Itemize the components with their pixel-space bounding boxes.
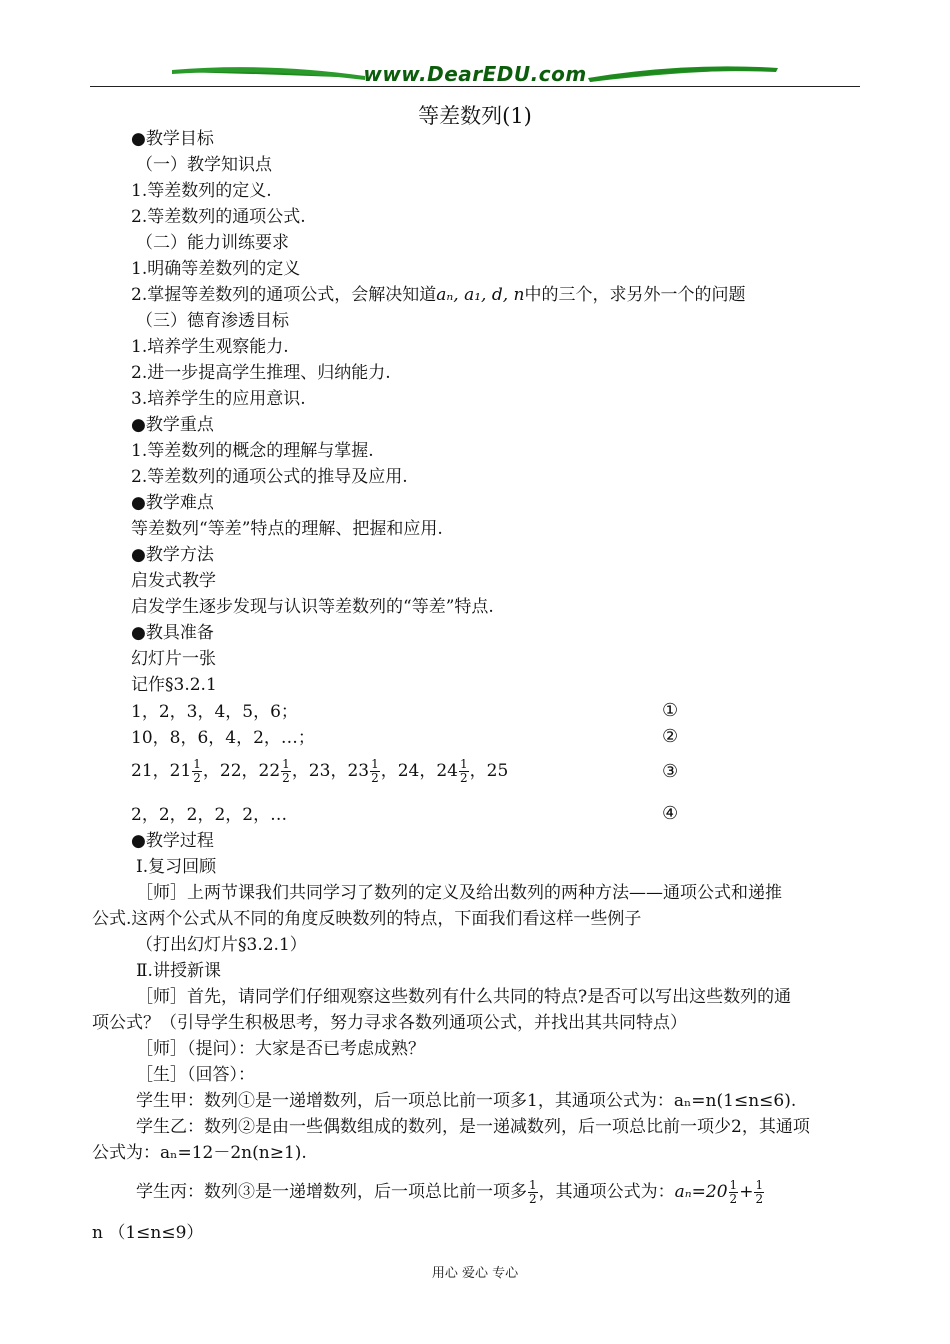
- sequence-number: ①: [662, 700, 679, 721]
- section-review: Ⅰ.复习回顾: [136, 857, 217, 877]
- text-segment: +: [739, 1182, 754, 1202]
- heading-methods: ●教学方法: [131, 545, 214, 565]
- heading-materials: ●教具准备: [131, 623, 214, 643]
- paragraph-line: （打出幻灯片§3.2.1）: [136, 935, 307, 955]
- sequence-number: ②: [662, 726, 679, 747]
- formula-variables: aₙ, a₁, d, n: [436, 285, 525, 305]
- paragraph-line: 公式为：aₙ=12－2n(n≥1).: [92, 1143, 307, 1163]
- heading-difficulties: ●教学难点: [131, 493, 214, 513]
- logo-text: www.DearEDU.com: [363, 62, 587, 86]
- text-segment: 21，21: [131, 761, 192, 781]
- paragraph-line: n （1≤n≤9）: [92, 1223, 204, 1243]
- page-footer: 用心 爱心 专心: [431, 1266, 519, 1281]
- text-segment: ，25: [469, 761, 509, 781]
- paragraph-line: 学生甲：数列①是一递增数列，后一项总比前一项多1，其通项公式为：aₙ=n(1≤n≤6).: [136, 1091, 797, 1111]
- paragraph-line: [136, 1176, 765, 1208]
- fraction-denominator: 2: [755, 1192, 764, 1206]
- text-line: 2.等差数列的通项公式.: [131, 207, 306, 227]
- sequence-number: ③: [662, 761, 679, 782]
- text-line: [131, 284, 745, 306]
- fraction-denominator: 2: [729, 1192, 738, 1206]
- text-line: 1.明确等差数列的定义: [131, 259, 301, 279]
- fraction: [754, 1179, 764, 1206]
- sequence-number: ④: [662, 803, 679, 824]
- heading-key-points: ●教学重点: [131, 415, 214, 435]
- fraction-numerator: 1: [282, 757, 290, 771]
- paragraph-line: ［师］首先，请同学们仔细观察这些数列有什么共同的特点?是否可以写出这些数列的通: [136, 987, 792, 1007]
- sequence-4: 2，2，2，2，2，…: [131, 805, 288, 825]
- fraction-denominator: 2: [371, 771, 379, 785]
- text-line: 1.等差数列的定义.: [131, 181, 272, 201]
- header-rule: [90, 86, 860, 87]
- paragraph-line: 项公式？（引导学生积极思考，努力寻求各数列通项公式，并找出其共同特点）: [92, 1013, 687, 1033]
- text-line: 启发式教学: [131, 571, 216, 591]
- fraction-denominator: 2: [529, 1192, 537, 1206]
- text-segment: ，23，23: [291, 761, 370, 781]
- text-segment: 中的三个，求另外一个的问题: [524, 285, 746, 305]
- text-line: 幻灯片一张: [131, 649, 216, 669]
- fraction-numerator: 1: [371, 757, 379, 771]
- heading-objectives: ●教学目标: [131, 129, 214, 149]
- subheading-ability: （二）能力训练要求: [136, 233, 289, 253]
- paragraph-line: ［生］（回答）：: [136, 1065, 255, 1085]
- paragraph-line: 公式.这两个公式从不同的角度反映数列的特点，下面我们看这样一些例子: [92, 909, 642, 929]
- sequence-1: 1，2，3，4，5，6；: [131, 702, 298, 722]
- section-new-lesson: Ⅱ.讲授新课: [136, 961, 221, 981]
- text-line: 2.等差数列的通项公式的推导及应用.: [131, 467, 408, 487]
- fraction-numerator: 1: [729, 1178, 738, 1192]
- text-segment: 学生丙：数列③是一递增数列，后一项总比前一项多: [136, 1182, 527, 1202]
- paragraph-line: ［师］上两节课我们共同学习了数列的定义及给出数列的两种方法——通项公式和递推: [136, 883, 782, 903]
- fraction-numerator: 1: [459, 757, 468, 771]
- fraction-numerator: 1: [193, 757, 201, 771]
- text-segment: ，24，24: [380, 761, 458, 781]
- fraction-denominator: 2: [193, 771, 201, 785]
- fraction: [729, 1179, 739, 1206]
- text-line: 启发学生逐步发现与认识等差数列的“等差”特点.: [131, 597, 494, 617]
- heading-process: ●教学过程: [131, 831, 214, 851]
- sequence-3: [131, 756, 508, 786]
- fraction-numerator: 1: [529, 1178, 537, 1192]
- formula: aₙ=20: [674, 1182, 728, 1202]
- sequence-2: 10，8，6，4，2，…；: [131, 728, 315, 748]
- fraction: [370, 758, 380, 785]
- paragraph-line: 学生乙：数列②是由一些偶数组成的数列，是一递减数列，后一项总比前一项少2，其通项: [136, 1117, 810, 1137]
- text-line: 等差数列“等差”特点的理解、把握和应用.: [131, 519, 443, 539]
- text-line: 3.培养学生的应用意识.: [131, 389, 306, 409]
- text-segment: ，其通项公式为：: [538, 1182, 675, 1202]
- text-line: 1.培养学生观察能力.: [131, 337, 289, 357]
- text-segment: ，22，22: [202, 761, 281, 781]
- fraction-denominator: 2: [459, 771, 468, 785]
- fraction: [281, 758, 291, 785]
- fraction-denominator: 2: [282, 771, 290, 785]
- fraction: [528, 1179, 538, 1206]
- fraction: [459, 758, 469, 785]
- fraction-numerator: 1: [755, 1178, 764, 1192]
- text-line: 记作§3.2.1: [131, 675, 217, 695]
- text-segment: 2.掌握等差数列的通项公式，会解决知道: [131, 285, 437, 305]
- text-line: 2.进一步提高学生推理、归纳能力.: [131, 363, 391, 383]
- subheading-knowledge: （一）教学知识点: [136, 155, 272, 175]
- fraction: [192, 758, 202, 785]
- paragraph-line: ［师］（提问）：大家是否已考虑成熟？: [136, 1039, 425, 1059]
- page-title: 等差数列(1): [418, 104, 532, 128]
- subheading-moral: （三）德育渗透目标: [136, 311, 289, 331]
- text-line: 1.等差数列的概念的理解与掌握.: [131, 441, 374, 461]
